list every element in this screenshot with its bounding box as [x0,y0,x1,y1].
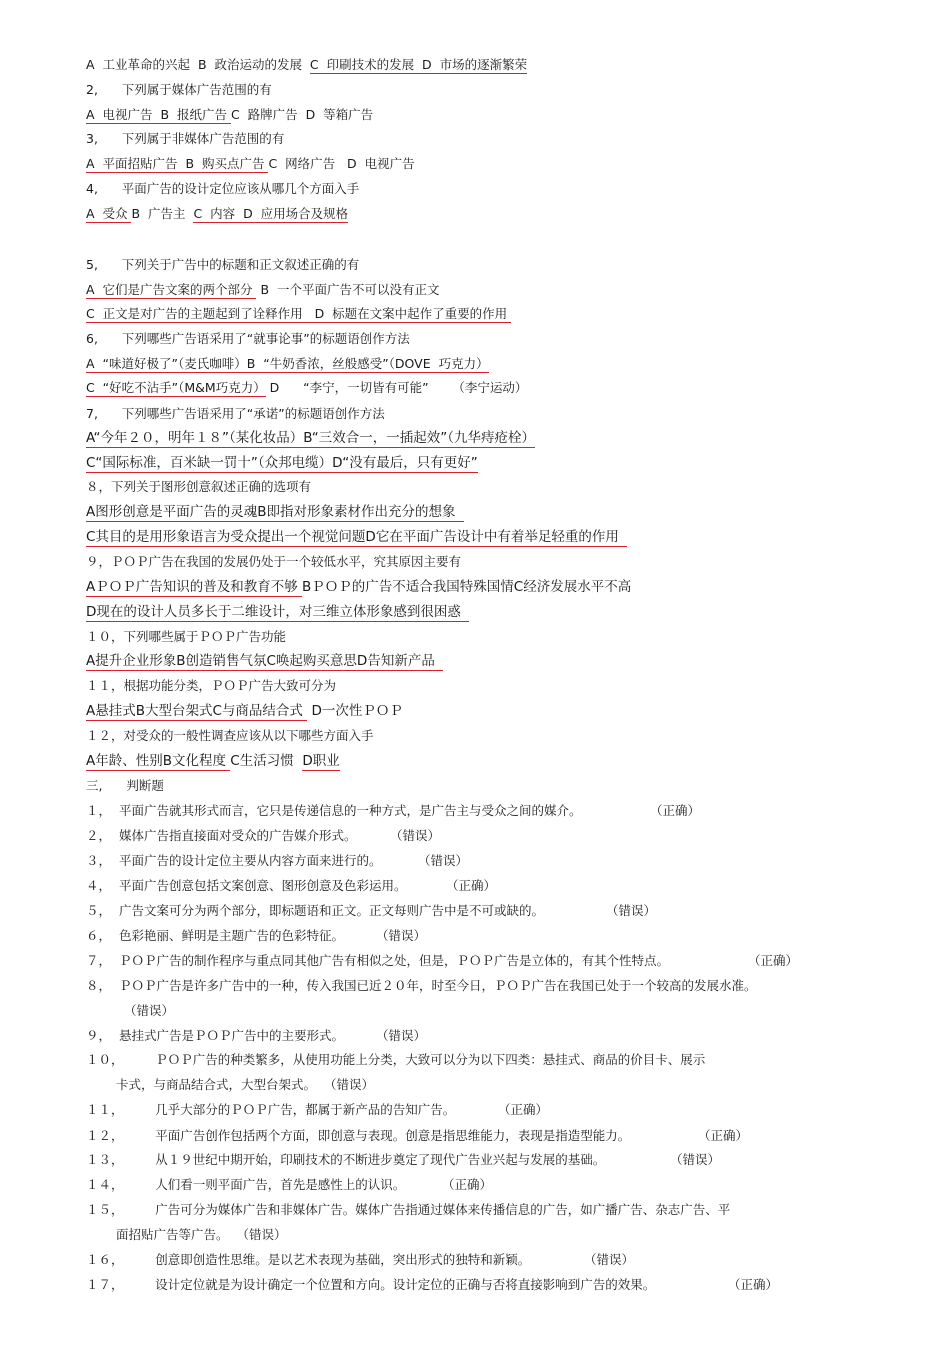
tf-statement-continued: 卡式，与商品结合式，大型台架式。 [116,1077,324,1092]
option-text: １０，下列哪些属于ＰＯＰ广告功能 [86,629,287,644]
option-text: 2, 下列属于媒体广告范围的有 [86,82,272,97]
tf-item [86,902,544,920]
tf-number: １６， [86,1252,156,1267]
tf-answer: （正确） [698,1128,749,1143]
option-text: D “李宁，一切皆有可能” （李宁运动） [265,380,528,395]
underlined-answer: A提升企业形象B创造销售气氛C唤起购买意思D告知新产品 [86,653,444,669]
tf-answer: （错误） [670,1152,721,1167]
mc-options [86,701,403,721]
mc-question [86,405,385,423]
mc-options [86,379,527,397]
mc-options [86,155,415,173]
option-text: BＰＯＰ的广告不适合我国特殊国情C经济发展水平不高 [302,579,632,595]
underlined-answer: C 印刷技术的发展 D 市场的逐渐繁荣 [309,57,528,72]
tf-answer: （正确） [446,878,497,893]
mc-question [86,81,272,99]
tf-statement: 广告可分为媒体广告和非媒体广告。媒体广告指通过媒体来传播信息的广告，如广播广告、杂志广告、平 [155,1202,731,1217]
tf-item [86,1101,455,1119]
tf-item [86,1027,344,1045]
tf-number: ４， [86,878,119,893]
option-text: C 路牌广告 D 等箱广告 [230,107,374,122]
tf-number: １３， [86,1152,156,1167]
tf-item [86,1201,730,1219]
mc-options [86,453,478,473]
tf-item-continued [116,1002,174,1020]
tf-answer: （错误） [376,928,427,943]
underlined-answer: A“今年２０，明年１８”（某化妆品）B“三效合一，一插起效”（九华痔疮栓） [86,430,535,446]
tf-statement-continued [116,1003,124,1018]
tf-item [86,802,581,820]
underlined-answer: C 正文是对广告的主题起到了诠释作用 D 标题在文案中起作了重要的作用 [86,306,512,321]
underlined-answer: C其目的是用形象语言为受众提出一个视觉问题D它在平面广告设计中有着举足轻重的作用 [86,529,628,545]
tf-item-continued [116,1226,286,1244]
mc-question [86,256,359,274]
tf-number: １１， [86,1102,156,1117]
underlined-answer: AＰＯＰ广告知识的普及和教育不够 [86,579,303,595]
underlined-answer: A图形创意是平面广告的灵魂B即指对形象素材作出充分的想象 [86,504,465,520]
tf-statement: 几乎大部分的ＰＯＰ广告，都属于新产品的告知广告。 [155,1102,456,1117]
option-text: 7, 下列哪些广告语采用了“承诺”的标题语创作方法 [86,406,385,421]
tf-number: １４， [86,1177,156,1192]
tf-number: １０， [86,1052,156,1067]
tf-statement: 从１９世纪中期开始，印刷技术的不断进步奠定了现代广告业兴起与发展的基础。 [155,1152,606,1167]
tf-answer: （错误） [390,828,441,843]
option-text: 5, 下列关于广告中的标题和正文叙述正确的有 [86,257,360,272]
tf-answer: （错误） [376,1028,427,1043]
option-text: １２，对受众的一般性调查应该从以下哪些方面入手 [86,728,374,743]
tf-answer: （错误） [606,903,657,918]
underlined-answer: A 电视广告 B 报纸广告 [86,107,231,122]
mc-options [86,602,469,622]
mc-options [86,205,348,223]
tf-number: ９， [86,1028,119,1043]
tf-item [86,1151,605,1169]
tf-item [86,877,406,895]
tf-number: ７， [86,953,119,968]
mc-options [86,527,627,547]
mc-options [86,751,340,771]
option-text: ８，下列关于图形创意叙述正确的选项有 [86,479,312,494]
option-text: B 一个平面广告不可以没有正文 [256,282,440,297]
mc-options [86,106,373,124]
underlined-answer: A 它们是广告文案的两个部分 [86,282,257,297]
underlined-answer: A 受众 [86,206,132,221]
tf-statement: 平面广告创意包括文案创意、图形创意及色彩运用。 [118,878,407,893]
tf-statement: 广告文案可分为两个部分，即标题语和正文。正文每则广告中是不可或缺的。 [118,903,544,918]
mc-question [86,130,284,148]
option-text: C 网络广告 D 电视广告 [268,156,415,171]
mc-question [86,727,374,745]
tf-number: １５， [86,1202,156,1217]
tf-statement: ＰＯＰ广告的制作程序与重点同其他广告有相似之处，但是，ＰＯＰ广告是立体的，有其个性特点。 [118,953,669,968]
underlined-answer: A年龄、性别B文化程度 [86,753,231,769]
tf-answer: （错误） [323,1077,374,1092]
underlined-answer: C “好吃不沾手”（M&M巧克力） [86,380,266,395]
tf-number: ６， [86,928,119,943]
option-text: 6, 下列哪些广告语采用了“就事论事”的标题语创作方法 [86,331,410,346]
option-text: A 工业革命的兴起 B 政治运动的发展 [86,57,310,72]
tf-item [86,952,669,970]
option-text: ９，ＰＯＰ广告在我国的发展仍处于一个较低水平，究其原因主要有 [86,554,462,569]
mc-question [86,180,359,198]
option-text: B 广告主 [131,206,194,221]
option-text: １１，根据功能分类，ＰＯＰ广告大致可分为 [86,678,337,693]
option-text: D一次性ＰＯＰ [307,703,403,719]
tf-item [86,1176,405,1194]
mc-options [86,305,511,323]
underlined-answer: C 内容 D 应用场合及规格 [193,206,349,221]
mc-question [86,677,336,695]
tf-statement: 色彩艳丽、鲜明是主题广告的色彩特征。 [118,928,344,943]
tf-answer: （正确） [498,1102,549,1117]
mc-options [86,651,443,671]
tf-number: １２， [86,1128,156,1143]
underlined-answer: D现在的设计人员多长于二维设计，对三维立体形象感到很困惑 [86,604,470,620]
tf-item-continued [116,1076,374,1094]
mc-options [86,428,535,448]
section-title: 三, 判断题 [86,778,164,793]
tf-answer: （错误） [418,853,469,868]
mc-question [86,330,410,348]
tf-statement: 平面广告创作包括两个方面，即创意与表现。创意是指思维能力，表现是指造型能力。 [155,1128,631,1143]
option-text: 3, 下列属于非媒体广告范围的有 [86,131,285,146]
tf-statement: 悬挂式广告是ＰＯＰ广告中的主要形式。 [118,1028,344,1043]
tf-number: ２， [86,828,119,843]
tf-item [86,1251,530,1269]
tf-answer: （正确） [748,953,799,968]
tf-item [86,852,381,870]
tf-answer: （正确） [442,1177,493,1192]
tf-statement: ＰＯＰ广告的种类繁多，从使用功能上分类，大致可以分为以下四类：悬挂式、商品的价目卡、展示 [155,1052,706,1067]
tf-item [86,1276,655,1294]
tf-statement: 人们看一则平面广告，首先是感性上的认识。 [155,1177,406,1192]
mc-question [86,628,286,646]
tf-number: １７， [86,1277,156,1292]
tf-item [86,827,356,845]
mc-line [86,56,527,74]
tf-statement: 媒体广告指直接面对受众的广告媒介形式。 [118,828,357,843]
tf-item [86,1051,705,1069]
tf-answer: （正确） [650,803,701,818]
underlined-answer: C“国际标准，百米缺一罚十”（众邦电缆）D“没有最后，只有更好” [86,455,478,471]
underlined-answer: A 平面招贴广告 B 购买点广告 [86,156,269,171]
tf-statement: 平面广告的设计定位主要从内容方面来进行的。 [118,853,382,868]
underlined-answer: A悬挂式B大型台架式C与商品结合式 [86,703,308,719]
tf-number: ８， [86,978,119,993]
mc-options [86,281,439,299]
underlined-answer: A “味道好极了”（麦氏咖啡）B “牛奶香浓，丝般感受”（DOVE 巧克力） [86,356,489,371]
tf-statement: 设计定位就是为设计确定一个位置和方向。设计定位的正确与否将直接影响到广告的效果。 [155,1277,656,1292]
underlined-answer: D职业 [302,753,340,769]
tf-statement: 平面广告就其形式而言，它只是传递信息的一种方式，是广告主与受众之间的媒介。 [118,803,582,818]
tf-number: １， [86,803,119,818]
tf-statement: ＰＯＰ广告是许多广告中的一种，传入我国已近２０年，时至今日，ＰＯＰ广告在我国已处于一个较高的发展水准。 [118,978,757,993]
mc-options [86,502,464,522]
tf-number: ５， [86,903,119,918]
option-text: 4, 平面广告的设计定位应该从哪几个方面入手 [86,181,360,196]
mc-question [86,478,311,496]
tf-answer: （错误） [236,1227,287,1242]
tf-statement: 创意即创造性思维。是以艺术表现为基础，突出形式的独特和新颖。 [155,1252,531,1267]
tf-item [86,977,756,995]
tf-answer: （正确） [728,1277,779,1292]
tf-answer: （错误） [584,1252,635,1267]
tf-answer: （错误） [123,1003,174,1018]
tf-item [86,1127,630,1145]
mc-options [86,355,489,373]
tf-statement-continued: 面招贴广告等广告。 [116,1227,237,1242]
option-text: C生活习惯 [230,753,303,769]
mc-options [86,577,631,597]
tf-item [86,927,344,945]
mc-question [86,553,461,571]
tf-number: ３， [86,853,119,868]
